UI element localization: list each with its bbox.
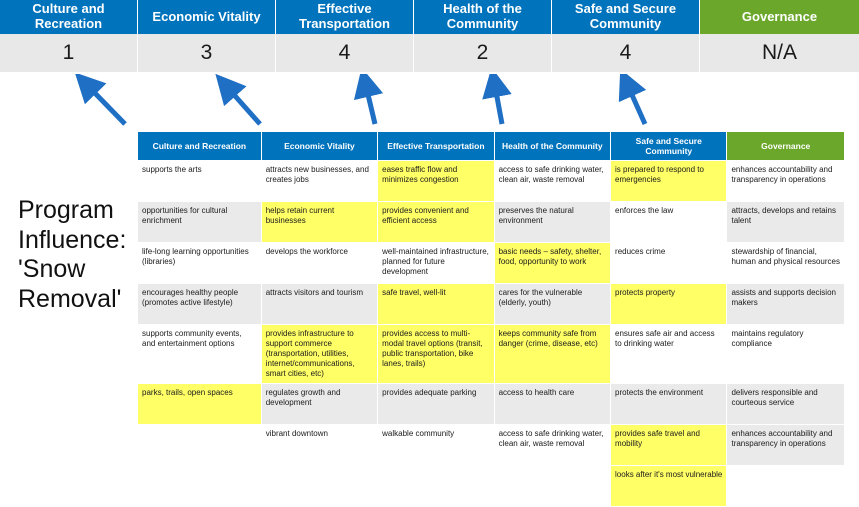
matrix-cell-2-1: develops the workforce	[261, 243, 377, 284]
top-header-cell-2: Effective Transportation	[276, 0, 414, 34]
matrix-cell-3-0: encourages healthy people (promotes active lifestyle)	[138, 284, 262, 325]
matrix-cell-7-2	[378, 466, 494, 507]
matrix-cell-3-2: safe travel, well-lit	[378, 284, 494, 325]
matrix-cell-5-0: parks, trails, open spaces	[138, 384, 262, 425]
arrow-group	[0, 74, 859, 132]
arrow-effective-transportation	[366, 86, 375, 124]
matrix-header-row	[138, 132, 845, 161]
table-row	[138, 202, 845, 243]
arrow-economic-vitality	[228, 88, 260, 124]
matrix-cell-1-2: provides convenient and efficient access	[378, 202, 494, 243]
matrix-cell-1-3: preserves the natural environment	[494, 202, 610, 243]
table-row	[138, 325, 845, 384]
matrix-cell-4-5: maintains regulatory compliance	[727, 325, 845, 384]
matrix-cell-6-0	[138, 425, 262, 466]
arrow-health-of-the-community	[495, 86, 502, 124]
top-header-cell-3: Health of the Community	[414, 0, 552, 34]
matrix-cell-6-4: provides safe travel and mobility	[611, 425, 727, 466]
matrix-cell-1-1: helps retain current businesses	[261, 202, 377, 243]
score-cell-2: 4	[276, 34, 414, 72]
matrix-cell-7-5	[727, 466, 845, 507]
top-header-cell-1: Economic Vitality	[138, 0, 276, 34]
matrix-cell-0-4: is prepared to respond to emergencies	[611, 161, 727, 202]
top-header-strip	[0, 0, 859, 34]
matrix-column-header-1: Economic Vitality	[261, 132, 377, 161]
matrix-cell-2-3: basic needs – safety, shelter, food, opportunity to work	[494, 243, 610, 284]
matrix-column-header-5: Governance	[727, 132, 845, 161]
matrix-cell-2-5: stewardship of financial, human and physical resources	[727, 243, 845, 284]
matrix-cell-5-5: delivers responsible and courteous service	[727, 384, 845, 425]
matrix-cell-1-5: attracts, develops and retains talent	[727, 202, 845, 243]
matrix-cell-5-4: protects the environment	[611, 384, 727, 425]
matrix-cell-6-1: vibrant downtown	[261, 425, 377, 466]
matrix-cell-0-5: enhances accountability and transparency in operations	[727, 161, 845, 202]
arrow-safe-and-secure-community	[628, 86, 645, 124]
matrix-column-header-2: Effective Transportation	[378, 132, 494, 161]
matrix-column-header-4: Safe and Secure Community	[611, 132, 727, 161]
matrix-cell-0-3: access to safe drinking water, clean air, waste removal	[494, 161, 610, 202]
matrix-cell-4-0: supports community events, and entertainment options	[138, 325, 262, 384]
matrix-cell-1-4: enforces the law	[611, 202, 727, 243]
matrix-cell-4-1: provides infrastructure to support commerce (transportation, utilities, internet/communications, smart cities, etc)	[261, 325, 377, 384]
matrix-cell-0-1: attracts new businesses, and creates jobs	[261, 161, 377, 202]
table-row	[138, 243, 845, 284]
matrix-cell-2-0: life-long learning opportunities (libraries)	[138, 243, 262, 284]
table-row	[138, 161, 845, 202]
matrix-cell-7-3	[494, 466, 610, 507]
matrix-cell-6-3: access to safe drinking water, clean air, waste removal	[494, 425, 610, 466]
matrix-cell-0-2: eases traffic flow and minimizes congestion	[378, 161, 494, 202]
score-cell-0: 1	[0, 34, 138, 72]
matrix-cell-5-2: provides adequate parking	[378, 384, 494, 425]
matrix-cell-3-5: assists and supports decision makers	[727, 284, 845, 325]
matrix-body	[138, 161, 845, 507]
score-cell-1: 3	[138, 34, 276, 72]
matrix-cell-2-2: well-maintained infrastructure, planned for future development	[378, 243, 494, 284]
matrix-cell-7-1	[261, 466, 377, 507]
top-header-cell-4: Safe and Secure Community	[552, 0, 700, 34]
matrix-cell-4-2: provides access to multi-modal travel options (transit, public transportation, bike lanes, trails)	[378, 325, 494, 384]
top-header-cell-0: Culture and Recreation	[0, 0, 138, 34]
top-header-cell-5: Governance	[700, 0, 859, 34]
score-cell-4: 4	[552, 34, 700, 72]
matrix-cell-4-3: keeps community safe from danger (crime, disease, etc)	[494, 325, 610, 384]
matrix-cell-6-5: enhances accountability and transparency in operations	[727, 425, 845, 466]
matrix-column-header-0: Culture and Recreation	[138, 132, 262, 161]
matrix-cell-5-3: access to health care	[494, 384, 610, 425]
page-title: Program Influence: 'Snow Removal'	[18, 196, 127, 313]
table-row	[138, 384, 845, 425]
arrow-culture-and-recreation	[88, 86, 125, 124]
table-row	[138, 425, 845, 466]
matrix-cell-7-4: looks after it's most vulnerable	[611, 466, 727, 507]
matrix-cell-4-4: ensures safe air and access to drinking water	[611, 325, 727, 384]
table-row	[138, 284, 845, 325]
matrix-cell-0-0: supports the arts	[138, 161, 262, 202]
matrix-cell-3-3: cares for the vulnerable (elderly, youth)	[494, 284, 610, 325]
score-strip	[0, 34, 859, 72]
score-cell-5: N/A	[700, 34, 859, 72]
matrix-cell-1-0: opportunities for cultural enrichment	[138, 202, 262, 243]
matrix-cell-7-0	[138, 466, 262, 507]
matrix-cell-3-4: protects property	[611, 284, 727, 325]
matrix-cell-3-1: attracts visitors and tourism	[261, 284, 377, 325]
table-row	[138, 466, 845, 507]
matrix-cell-2-4: reduces crime	[611, 243, 727, 284]
influence-matrix	[137, 131, 845, 507]
matrix-cell-5-1: regulates growth and development	[261, 384, 377, 425]
matrix-column-header-3: Health of the Community	[494, 132, 610, 161]
matrix-cell-6-2: walkable community	[378, 425, 494, 466]
score-cell-3: 2	[414, 34, 552, 72]
